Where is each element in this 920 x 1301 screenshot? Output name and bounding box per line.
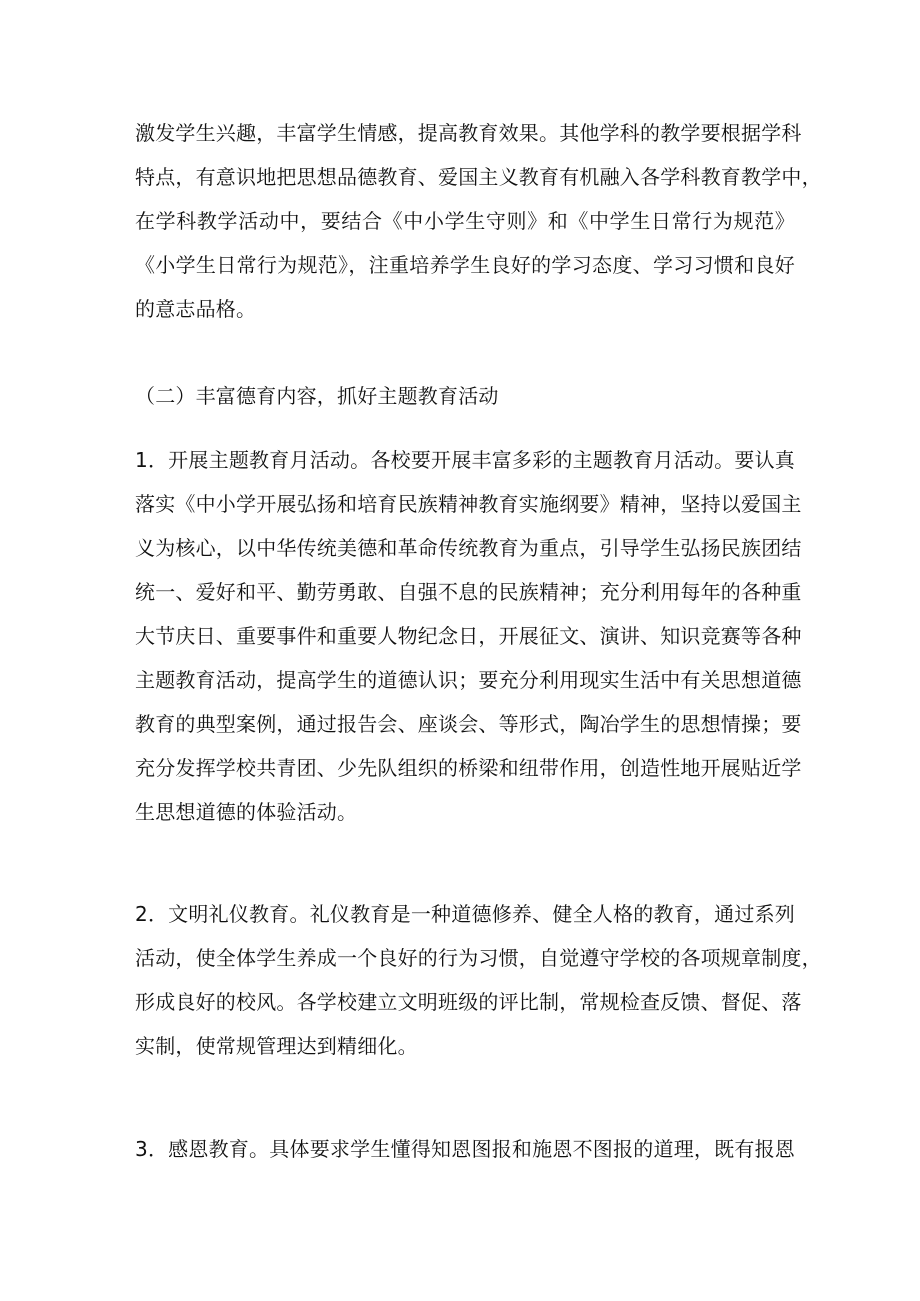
paragraph-theme-education-month	[135, 438, 802, 834]
text-line: 形成良好的校风。各学校建立文明班级的评比制，常规检查反馈、督促、落	[135, 990, 802, 1014]
paragraph-gratitude-education	[135, 1127, 795, 1171]
text-line: 实制，使常规管理达到精细化。	[135, 1034, 418, 1058]
text-line: 大节庆日、重要事件和重要人物纪念日，开展征文、演讲、知识竞赛等各种	[135, 624, 802, 648]
text-line: 活动，使全体学生养成一个良好的行为习惯，自觉遵守学校的各项规章制度，	[135, 946, 822, 970]
paragraph-subject-teaching	[135, 111, 822, 331]
text-line: 激发学生兴趣，丰富学生情感，提高教育效果。其他学科的教学要根据学科	[135, 121, 802, 145]
text-line: 在学科教学活动中，要结合《中小学生守则》和《中学生日常行为规范》	[135, 209, 795, 233]
paragraph-etiquette-education	[135, 892, 822, 1068]
text-line: 落实《中小学开展弘扬和培育民族精神教育实施纲要》精神，坚持以爱国主	[135, 492, 802, 516]
text-line: 充分发挥学校共青团、少先队组织的桥梁和纽带作用，创造性地开展贴近学	[135, 756, 802, 780]
text-line: 2．文明礼仪教育。礼仪教育是一种道德修养、健全人格的教育，通过系列	[135, 902, 795, 926]
text-line: 生思想道德的体验活动。	[135, 800, 358, 824]
text-line: 《小学生日常行为规范》，注重培养学生良好的学习态度、学习习惯和良好	[135, 253, 795, 277]
text-line: 特点，有意识地把思想品德教育、爱国主义教育有机融入各学科教育教学中，	[135, 165, 822, 189]
section-heading	[135, 374, 795, 418]
text-line: 3．感恩教育。具体要求学生懂得知恩图报和施恩不图报的道理，既有报恩	[135, 1137, 795, 1161]
text-line: 1．开展主题教育月活动。各校要开展丰富多彩的主题教育月活动。要认真	[135, 448, 795, 472]
text-line: 的意志品格。	[135, 297, 257, 321]
text-line: 统一、爱好和平、勤劳勇敢、自强不息的民族精神；充分利用每年的各种重	[135, 580, 802, 604]
text-line: 主题教育活动，提高学生的道德认识；要充分利用现实生活中有关思想道德	[135, 668, 802, 692]
heading-text: （二）丰富德育内容，抓好主题教育活动	[135, 384, 499, 408]
text-line: 义为核心，以中华传统美德和革命传统教育为重点，引导学生弘扬民族团结	[135, 536, 802, 560]
text-line: 教育的典型案例，通过报告会、座谈会、等形式，陶冶学生的思想情操；要	[135, 712, 802, 736]
